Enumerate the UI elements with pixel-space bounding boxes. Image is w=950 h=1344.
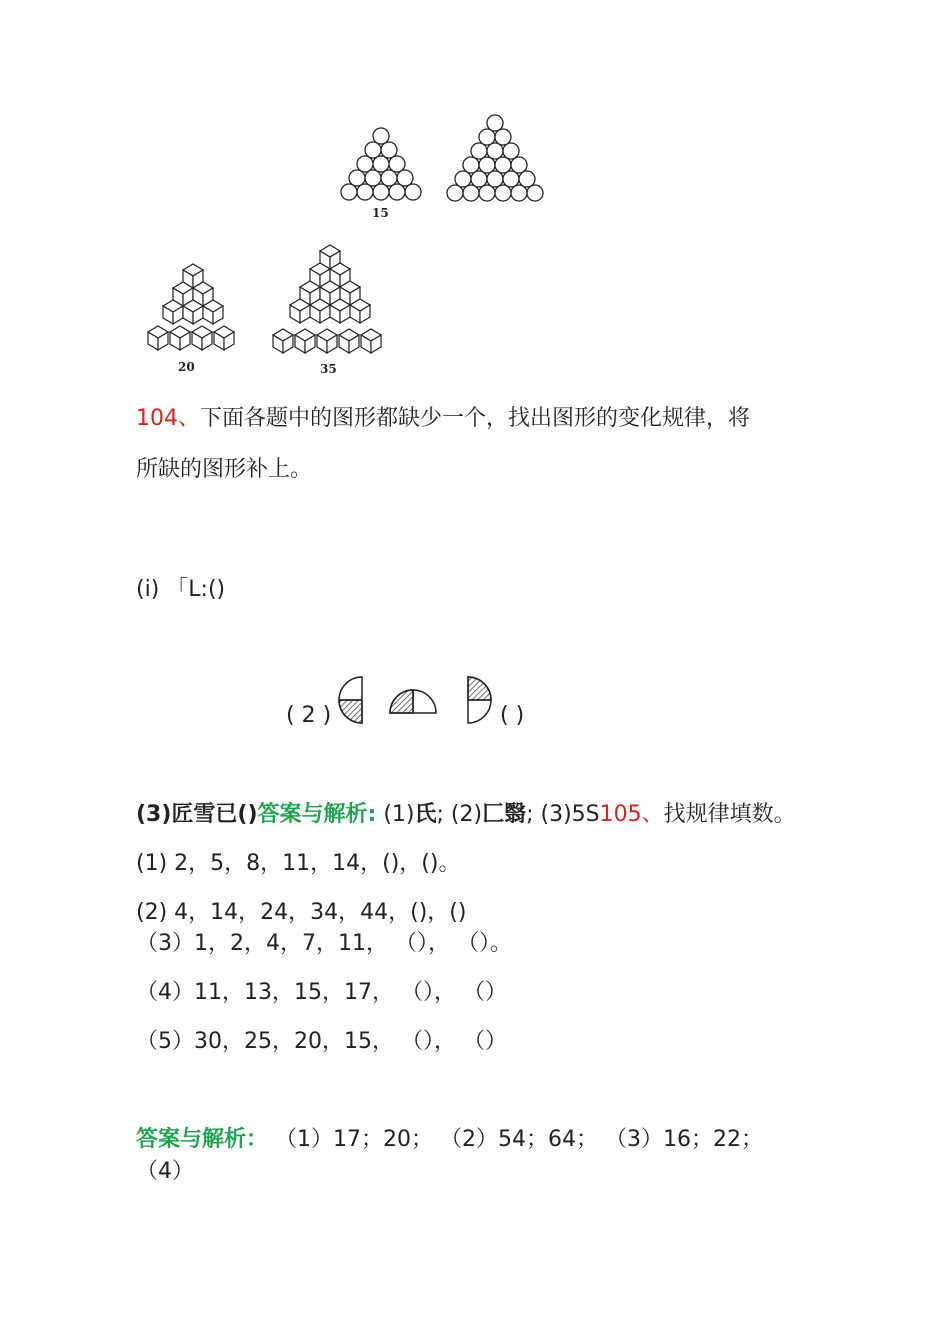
ball-triangle-large <box>445 113 555 205</box>
q105-item-5: （5）30，25，20，15， （）， （） <box>136 1029 507 1054</box>
q104-part1: (i) 「L:() <box>136 577 226 602</box>
answer-p1-value: 氏 <box>414 802 437 827</box>
q105-item-1: (1) 2，5，8，11，14，()，()。 <box>136 851 461 876</box>
q104-part3: (3)匠雪已() <box>136 802 258 827</box>
answers-line2: （4） <box>136 1159 194 1184</box>
q104-part2-blank: ( ) <box>500 703 525 728</box>
half-disk-right-shape <box>468 677 491 723</box>
q104-number: 104、 <box>136 406 200 431</box>
answers-line1 <box>136 1125 763 1155</box>
answer-p2-value: 匚翳 <box>482 802 527 827</box>
q104-text-line1: 下面各题中的图形都缺少一个，找出图形的变化规律，将 <box>200 406 751 431</box>
q105-item-2: (2) 4，14，24，34，44，()，() <box>136 900 467 925</box>
cube-pyramid-large <box>270 243 395 361</box>
ball-triangle-small <box>340 125 430 205</box>
q105-item-3: （3）1，2，4，7，11， （）， （）。 <box>136 931 512 956</box>
half-circle-shapes <box>338 675 503 730</box>
q105-title: 找规律填数。 <box>663 802 796 827</box>
answer-sep2: ; (3)5S <box>526 802 600 827</box>
cubes-right-label: 35 <box>320 362 337 376</box>
answer-label-104: 答案与解析: <box>257 802 377 827</box>
q104-text-line2: 所缺的图形补上。 <box>136 457 313 482</box>
balls-count-label: 15 <box>372 206 389 220</box>
half-disk-left-shape <box>339 677 362 723</box>
cube-pyramid-small <box>145 262 245 357</box>
q105-item-4: （4）11，13，15，17， （）， （） <box>136 980 507 1005</box>
answer-p1: (1) <box>376 802 415 827</box>
answers-label: 答案与解析： <box>136 1127 269 1152</box>
answer-sep1: ; (2) <box>436 802 483 827</box>
answer-line-mixed <box>136 800 796 830</box>
half-disk-top-shape <box>390 690 436 713</box>
cubes-left-label: 20 <box>178 360 195 374</box>
q104-line1 <box>136 404 750 434</box>
q105-number: 105、 <box>599 802 664 827</box>
answers-text-1: （1）17；20； （2）54；64； （3）16；22； <box>268 1127 763 1152</box>
q104-part2-label: ( 2 ) <box>286 703 332 728</box>
